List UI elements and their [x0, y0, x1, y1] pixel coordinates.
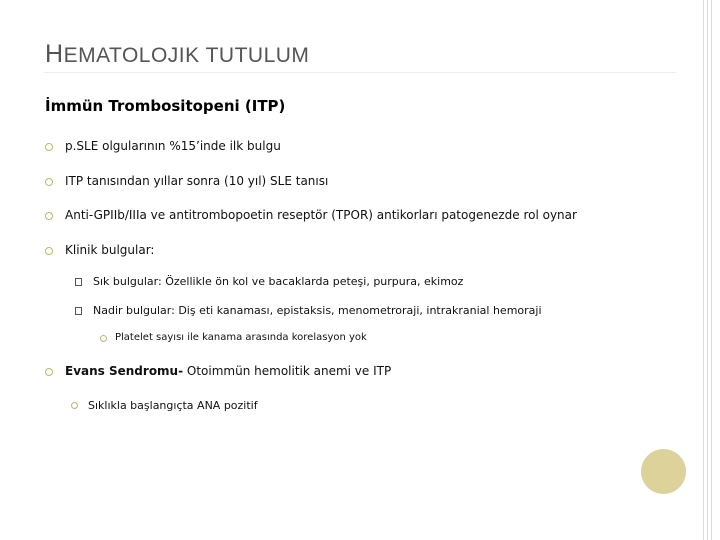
bullet-ring-icon — [71, 402, 78, 409]
list-item-text: Otoimmün hemolitik anemi ve ITP — [183, 364, 392, 378]
list-item: ITP tanısından yıllar sonra (10 yıl) SLE tanısı — [65, 174, 329, 188]
title-divider — [44, 72, 676, 73]
bullet-box-icon — [75, 278, 82, 286]
list-item — [65, 364, 391, 378]
list-item: Sık bulgular: Özellikle ön kol ve bacaklarda peteşi, purpura, ekimoz — [93, 275, 464, 288]
list-item: Klinik bulgular: — [65, 243, 155, 257]
list-item-bold: Evans Sendromu- — [65, 364, 184, 378]
list-item: Sıklıkla başlangıçta ANA pozitif — [88, 399, 258, 412]
bullet-box-icon — [75, 307, 82, 315]
list-item: Anti-GPIIb/IIIa ve antitrombopoetin reseptör (TPOR) antikorları patogenezde rol oynar — [65, 208, 577, 222]
list-item: Platelet sayısı ile kanama arasında korelasyon yok — [115, 332, 367, 343]
bullet-ring-icon — [45, 247, 53, 255]
bullet-ring-icon — [45, 178, 53, 186]
bullet-ring-icon — [100, 335, 107, 342]
list-item: Nadir bulgular: Diş eti kanaması, epistaksis, menometroraji, intrakranial hemoraji — [93, 304, 542, 317]
slide-subtitle: İmmün Trombositopeni (ITP) — [45, 97, 286, 115]
decorative-line — [711, 0, 712, 540]
decorative-circle — [641, 449, 686, 494]
bullet-ring-icon — [45, 212, 53, 220]
decorative-line — [703, 0, 704, 540]
bullet-ring-icon — [45, 143, 53, 151]
decorative-line — [707, 0, 708, 540]
bullet-ring-icon — [45, 368, 53, 376]
list-item: p.SLE olgularının %15’inde ilk bulgu — [65, 139, 281, 153]
slide-title: HEMATOLOJIK TUTULUM — [45, 40, 310, 68]
